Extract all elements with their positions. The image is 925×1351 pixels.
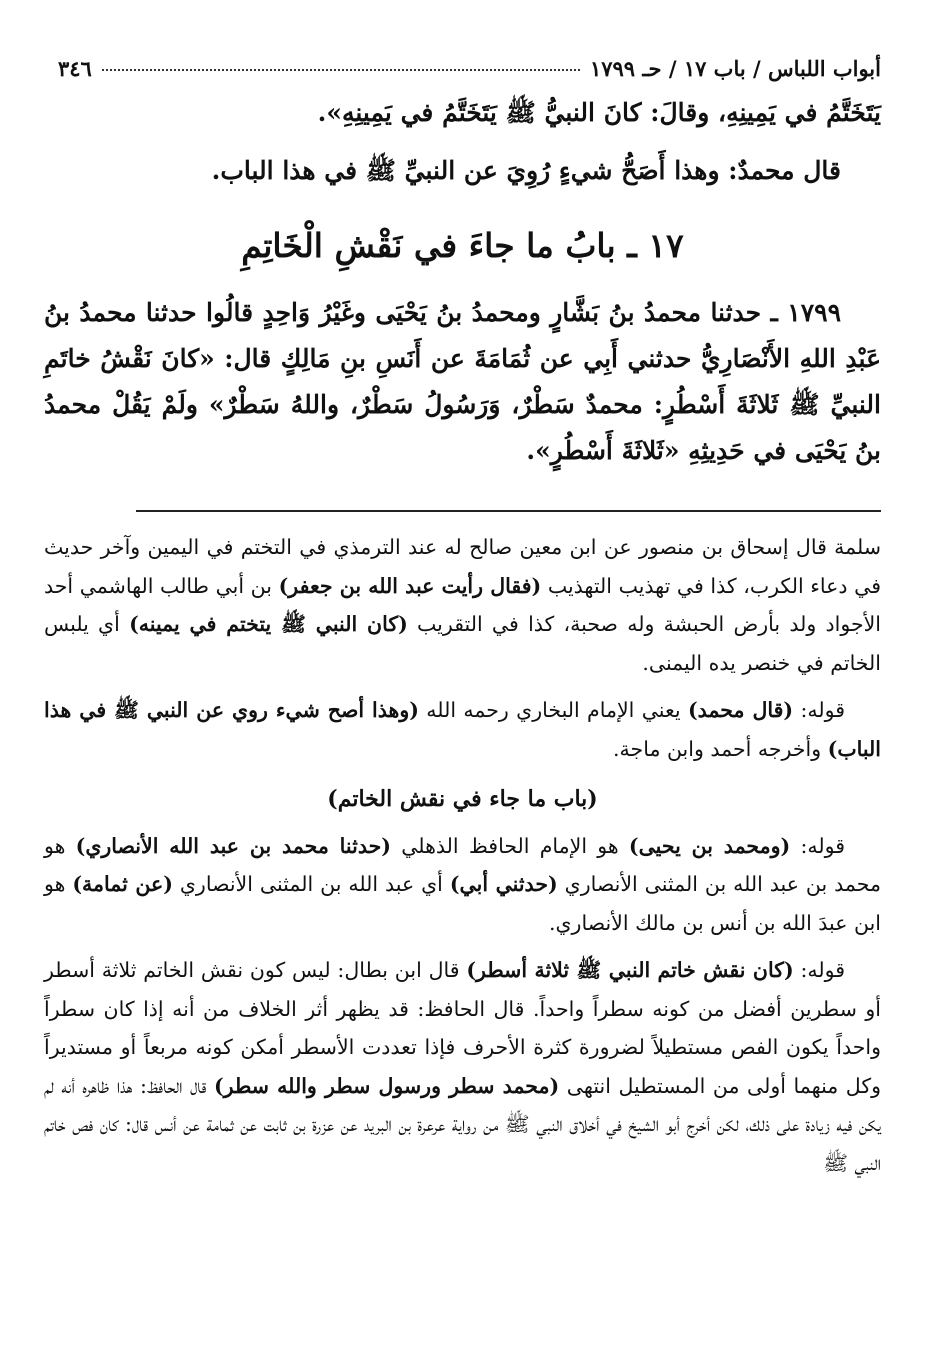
commentary-paragraph-2 xyxy=(44,691,881,768)
note-text: أي عبد الله بن المثنى الأنصاري xyxy=(172,872,450,896)
note-quote: (حدثني أبي) xyxy=(449,872,558,896)
note-text: هو الإمام الحافظ الذهلي xyxy=(390,833,629,858)
commentary-paragraph-3 xyxy=(44,827,881,943)
running-title: أبواب اللباس / باب ١٧ / حـ ١٧٩٩ xyxy=(589,56,881,81)
chapter-title: ١٧ ـ بابُ ما جاءَ في نَقْشِ الْخَاتِمِ xyxy=(241,226,684,265)
note-text: بن أبي طالب الهاشمي أحد الأجواد ولد بأرض الحبشة وله صحبة، كذا في التقريب xyxy=(44,573,881,636)
commentary-paragraph-1 xyxy=(44,528,881,682)
main-text xyxy=(44,90,881,474)
note-quote: (كان نقش خاتم النبي ﷺ ثلاثة أسطر) xyxy=(466,958,794,982)
note-text: قوله: xyxy=(793,958,845,982)
note-text: قال الحافظ: هذا ظاهره أنه لم يكن فيه زيادة على ذلك، لكن أخرج أبو الشيخ في أخلاق النبي ﷺ من رواية عرعرة بن البريد عن عزرة بن ثابت عن ثمامة عن أنس قال: كان فص خاتم النبي ﷺ xyxy=(44,1073,881,1175)
note-text: قوله: xyxy=(790,833,846,858)
note-quote: (كان النبي ﷺ يتختم في يمينه) xyxy=(129,612,408,636)
footnote-separator xyxy=(136,510,881,512)
note-text: هو محمد بن عبد الله بن المثنى الأنصاري xyxy=(44,833,881,896)
note-text: أي يلبس الخاتم في خنصر يده اليمنى. xyxy=(44,612,881,675)
page-header xyxy=(44,56,881,90)
note-quote: (حدثنا محمد بن عبد الله الأنصاري) xyxy=(75,833,391,858)
main-paragraph-1: يَتَخَتَّمُ في يَمِينِهِ، وقالَ: كانَ النبيُّ ﷺ يَتَخَتَّمُ في يَمِينِهِ». xyxy=(317,98,881,127)
note-quote: (محمد سطر ورسول سطر والله سطر) xyxy=(213,1073,560,1098)
note-text: وأخرجه أحمد وابن ماجة. xyxy=(613,736,828,761)
commentary-heading: (باب ما جاء في نقش الخاتم) xyxy=(327,786,598,812)
note-text: قوله: xyxy=(793,698,845,722)
note-text: هو ابن عبدَ الله بن أنس بن مالك الأنصاري. xyxy=(44,872,881,935)
main-paragraph-2: قال محمدٌ: وهذا أَصَحُّ شيءٍ رُوِيَ عن النبيِّ ﷺ في هذا الباب. xyxy=(211,156,841,185)
note-quote: (وهذا أصح شيء روي عن النبي ﷺ في هذا الباب) xyxy=(44,698,881,761)
note-quote: (عن ثمامة) xyxy=(72,872,173,896)
note-text: سلمة قال إسحاق بن منصور عن ابن معين صالح له عند الترمذي في التختم في اليمين وآخر حديث في دعاء الكرب، كذا في تهذيب التهذيب xyxy=(44,535,882,598)
page-number: ٣٤٦ xyxy=(58,56,92,81)
commentary-paragraph-4 xyxy=(44,951,881,1182)
dotted-leader xyxy=(102,69,580,71)
note-quote: (فقال رأيت عبد الله بن جعفر) xyxy=(278,573,542,598)
note-text: يعني الإمام البخاري رحمه الله xyxy=(418,698,688,722)
hadith-1799: ١٧٩٩ ـ حدثنا محمدُ بنُ بَشَّارٍ ومحمدُ بنُ يَحْيَى وغَيْرُ وَاحِدٍ قالُوا حدثنا محمدُ بنُ عَبْدِ اللهِ الأَنْصَارِيُّ حدثني أَبِي عن ثُمَامَةَ عن أَنَسِ بنِ مَالِكٍ قال: «كانَ نَقْشُ خاتَمِ النبيِّ ﷺ ثَلاثَةَ أَسْطُرٍ: محمدٌ سَطْرٌ، وَرَسُولُ سَطْرٌ، واللهُ سَطْرٌ» ولَمْ يَقُلْ محمدُ بنُ يَحْيَى في حَدِيثِهِ «ثَلاثَةَ أَسْطُرٍ». xyxy=(44,298,881,465)
note-quote: (ومحمد بن يحيى) xyxy=(628,833,791,858)
note-text: قال ابن بطال: ليس كون نقش الخاتم ثلاثة أسطر أو سطرين أفضل من كونه سطراً واحداً. قال الحافظ: قد يظهر أثر الخلاف من أنه إذا كان سطراً واحداً يكون الفص مستطيلاً لضرورة كثرة الأحرف فإذا تعددت الأسطر أمكن كونه مربعاً أو مستديراً وكل منهما أولى من المستطيل انتهى xyxy=(44,958,881,1098)
note-quote: (قال محمد) xyxy=(687,698,794,722)
commentary xyxy=(44,528,881,1182)
